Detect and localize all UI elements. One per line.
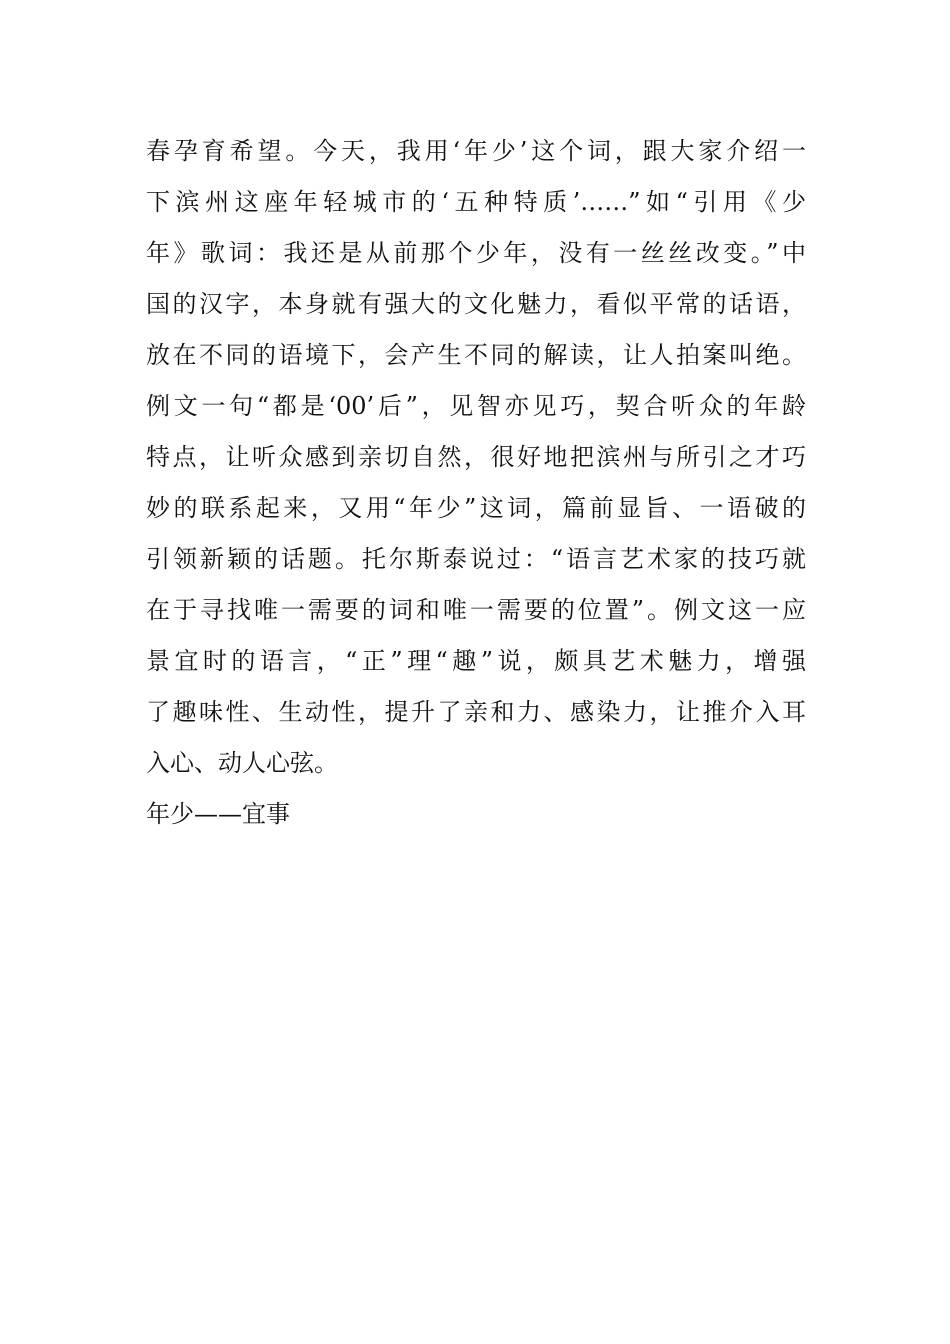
section-heading: 年少——宜事: [146, 800, 290, 828]
paragraph-line: 春孕育希望。今天，我用‘年少’这个词，跟大家介绍一: [146, 137, 806, 165]
paragraph-line: 国的汉字，本身就有强大的文化魅力，看似平常的话语，: [146, 290, 806, 318]
body-text: [146, 126, 806, 840]
paragraph-line: 妙的联系起来，又用“年少”这词，篇前显旨、一语破的: [146, 494, 806, 522]
paragraph-line: 在于寻找唯一需要的词和唯一需要的位置”。例文这一应: [146, 596, 806, 624]
paragraph-line: 放在不同的语境下，会产生不同的解读，让人拍案叫绝。: [146, 341, 806, 369]
paragraph-line: 入心、动人心弦。: [146, 749, 338, 777]
paragraph-line: 特点，让听众感到亲切自然，很好地把滨州与所引之才巧: [146, 443, 806, 471]
paragraph-line: 引领新颖的话题。托尔斯泰说过：“语言艺术家的技巧就: [146, 545, 806, 573]
paragraph-line: 了趣味性、生动性，提升了亲和力、感染力，让推介入耳: [146, 698, 806, 726]
paragraph-line: 年》歌词：我还是从前那个少年，没有一丝丝改变。”中: [146, 239, 806, 267]
paragraph-line: 例文一句“都是‘00’后”，见智亦见巧，契合听众的年龄: [146, 392, 806, 420]
paragraph-line: 景宜时的语言，“正”理“趣”说，颇具艺术魅力，增强: [146, 647, 806, 675]
paragraph-line: 下滨州这座年轻城市的‘五种特质’……”如“引用《少: [146, 188, 806, 216]
